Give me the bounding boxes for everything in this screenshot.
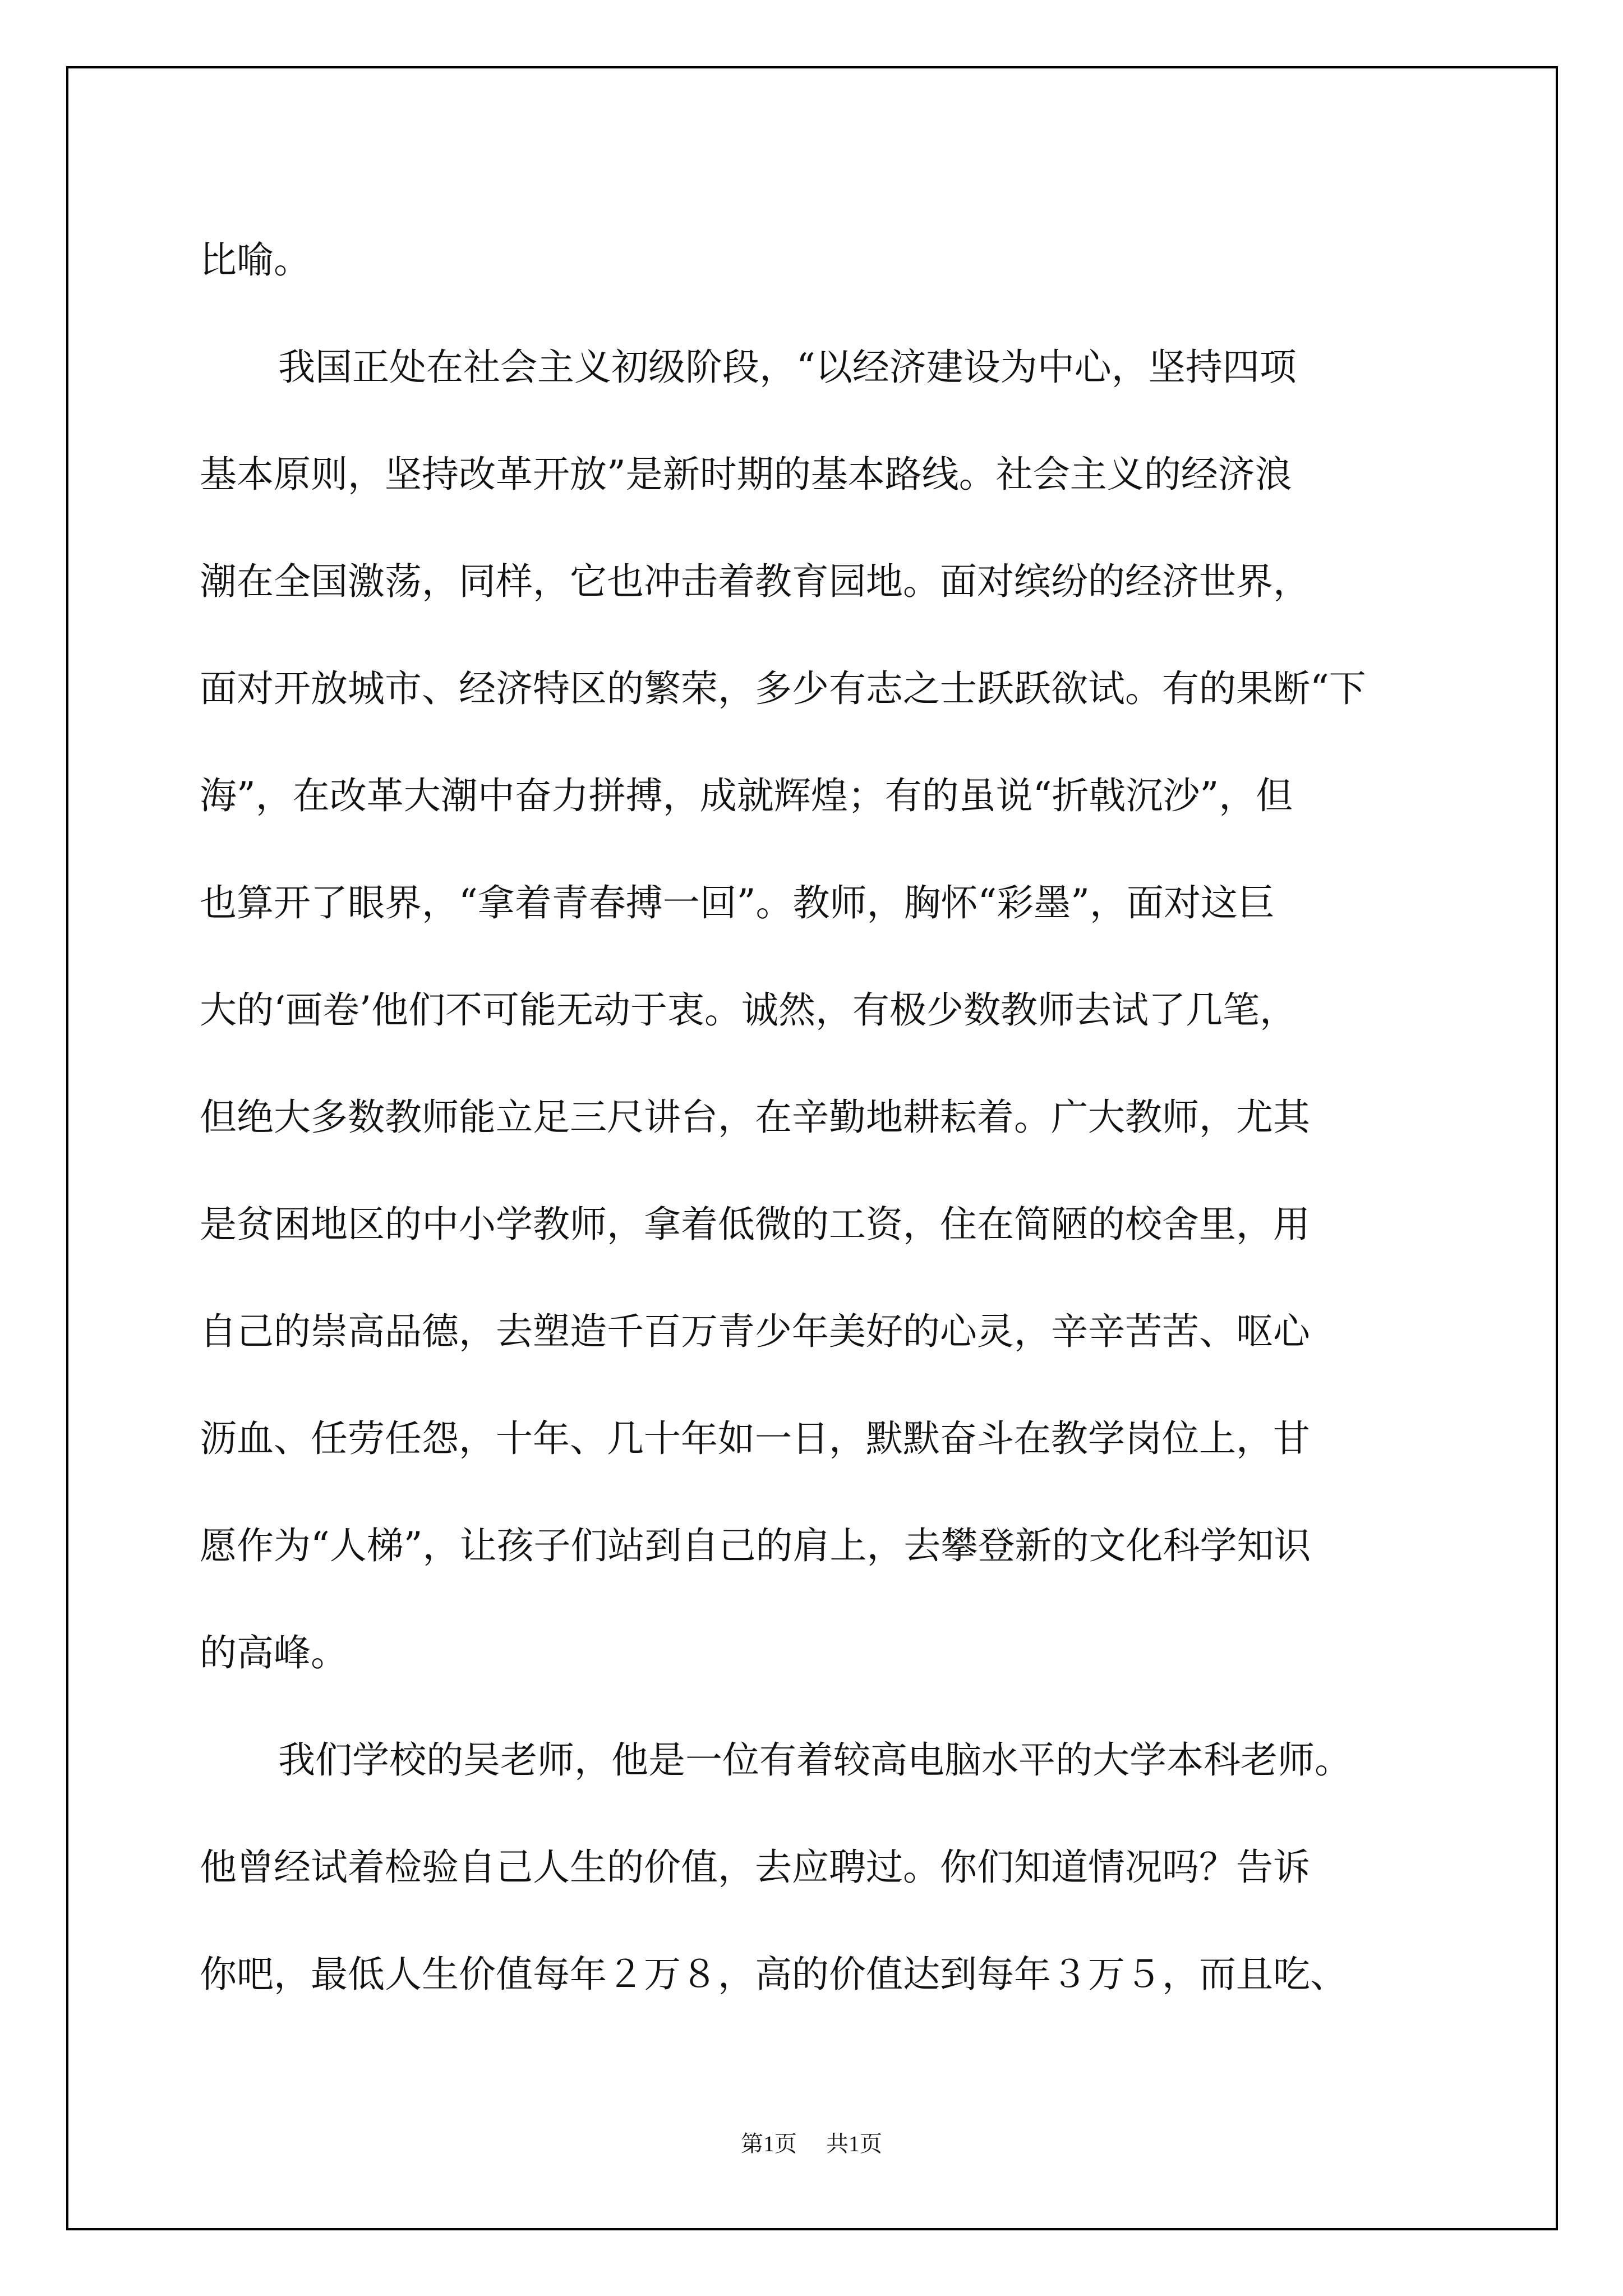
page-total: 共1页 — [826, 2131, 882, 2156]
text-line: 面对开放城市、经济特区的繁荣，多少有志之士跃跃欲试。有的果断“下 — [200, 667, 1366, 710]
document-body — [200, 206, 1422, 2028]
text-line: 我国正处在社会主义初级阶段，“以经济建设为中心，坚持四项 — [278, 346, 1297, 389]
text-line: 潮在全国激荡，同样，它也冲击着教育园地。面对缤纷的经济世界， — [200, 560, 1310, 603]
text-line: 自己的崇高品德，去塑造千百万青少年美好的心灵，辛辛苦苦、呕心 — [200, 1310, 1310, 1353]
text-line: 的高峰。 — [200, 1631, 348, 1674]
text-line: 比喻。 — [200, 238, 311, 282]
text-line: 大的‘画卷’他们不可能无动于衷。诚然，有极少数教师去试了几笔， — [200, 988, 1297, 1032]
text-line: 是贫困地区的中小学教师，拿着低微的工资，住在简陋的校舍里，用 — [200, 1203, 1310, 1246]
text-line: 基本原则，坚持改革开放”是新时期的基本路线。社会主义的经济浪 — [200, 453, 1292, 496]
text-line: 他曾经试着检验自己人生的价值，去应聘过。你们知道情况吗？告诉 — [200, 1846, 1310, 1889]
text-line: 但绝大多数教师能立足三尺讲台，在辛勤地耕耘着。广大教师，尤其 — [200, 1096, 1310, 1139]
text-line: 海”，在改革大潮中奋力拼搏，成就辉煌；有的虽说“折戟沉沙”，但 — [200, 774, 1293, 817]
text-line: 沥血、任劳任怨，十年、几十年如一日，默默奋斗在教学岗位上，甘 — [200, 1417, 1310, 1460]
page-footer — [0, 2126, 1623, 2158]
text-line: 我们学校的吴老师，他是一位有着较高电脑水平的大学本科老师。 — [278, 1738, 1352, 1782]
text-line: 愿作为“人梯”，让孩子们站到自己的肩上，去攀登新的文化科学知识 — [200, 1524, 1311, 1567]
page-number: 第1页 — [741, 2131, 797, 2156]
text-line: 也算开了眼界，“拿着青春搏一回”。教师，胸怀“彩墨”，面对这巨 — [200, 881, 1275, 924]
text-line: 你吧，最低人生价值每年２万８，高的价值达到每年３万５，而且吃、 — [200, 1953, 1347, 1996]
